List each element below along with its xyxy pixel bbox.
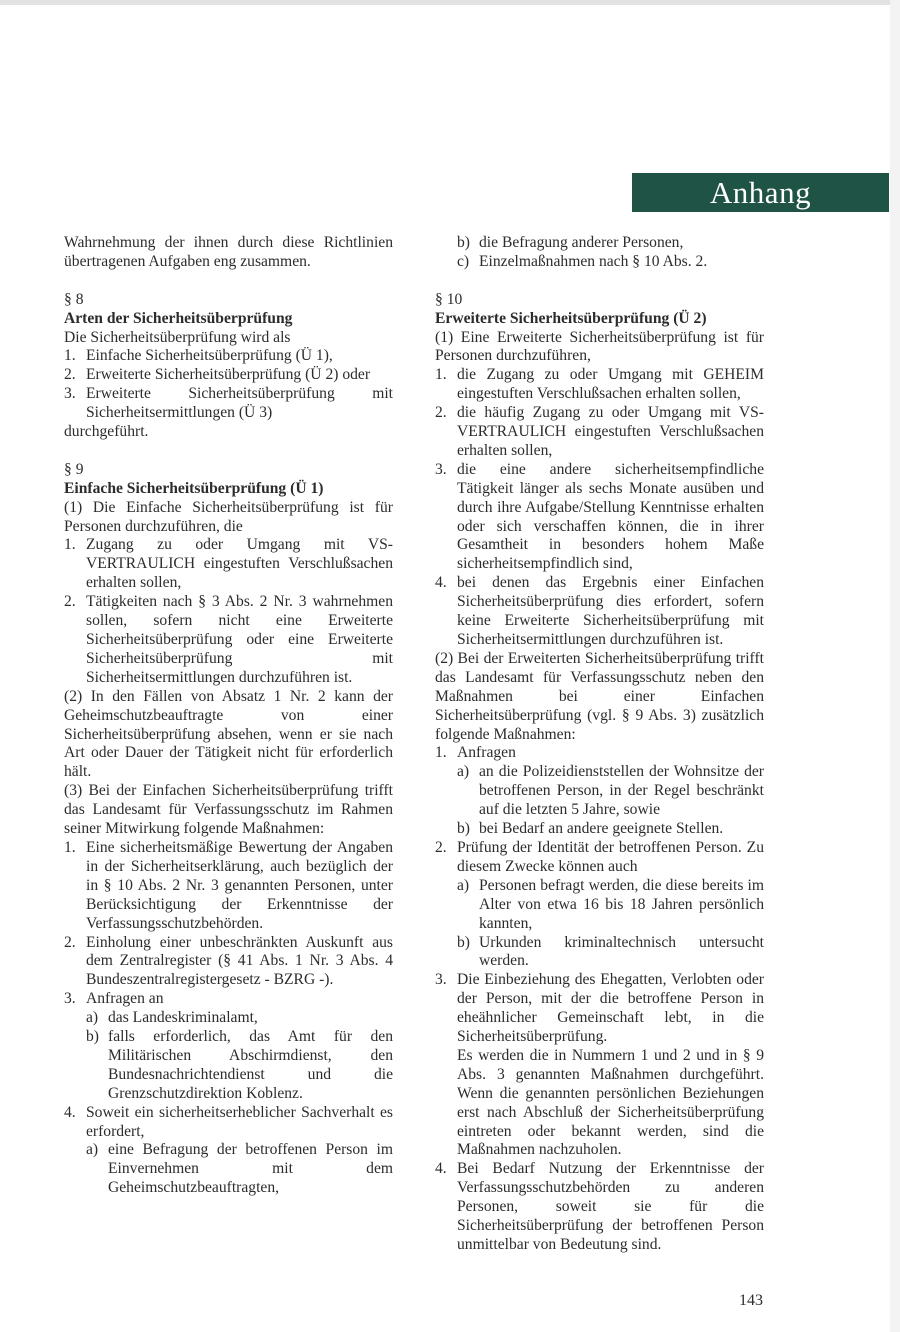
section-title: Einfache Sicherheitsüberprüfung (Ü 1) [64,479,324,497]
sub-list-item: a) eine Befragung der betroffenen Person im Einvernehmen mit dem Geheimschutzbeauftragten, [86,1141,393,1197]
list-item: 2. Erweiterte Sicherheitsüberprüfung (Ü 2) oder [64,366,371,384]
paragraph: durchgeführt. [64,423,149,441]
section-8 [64,291,393,442]
list-item: 1. die Zugang zu oder Umgang mit GEHEIM eingestuften Verschlußsachen erhalten sollen, [435,366,764,403]
section-number: § 10 [435,290,463,308]
list-item: 3. Anfragen an [64,990,164,1008]
list-item: 1. Zugang zu oder Umgang mit VS-VERTRAULICH eingestuften Verschlußsachen erhalten sollen, [64,536,393,592]
page-edge-top [0,0,900,5]
section-10 [435,291,764,1255]
paragraph: (1) Eine Erweiterte Sicherheitsüberprüfung ist für Personen durchzuführen, [435,328,764,365]
list-item: 2. Tätigkeiten nach § 3 Abs. 2 Nr. 3 wahrnehmen sollen, sofern nicht eine Erweiterte Sicherheitsüberprüfung oder eine Erweiterte Sicherheitsüberprüfung mit Sicherheitsermittlungen durchzuführen ist. [64,593,393,686]
paragraph: (2) Bei der Erweiterten Sicherheitsüberprüfung trifft das Landesamt für Verfassungsschutz neben den Maßnahmen bei einer Einfachen Sicherheitsüberprüfung (vgl. § 9 Abs. 3) zusätzlich folgende Maßnahmen: [435,649,764,743]
sub-list-item: a) Personen befragt werden, die diese bereits im Alter von etwa 16 bis 18 Jahren persönlich kannten, [457,876,764,932]
section-number: § 9 [64,460,84,478]
sub-list-item: c) Einzelmaßnahmen nach § 10 Abs. 2. [457,252,708,270]
left-column [64,234,393,1198]
paragraph: (2) In den Fällen von Absatz 1 Nr. 2 kann der Geheimschutzbeauftragte von einer Sicherheitsüberprüfung absehen, wenn er sie nach Art oder Dauer der Tätigkeit nicht für erforderlich hält. [64,687,393,781]
paragraph: (1) Die Einfache Sicherheitsüberprüfung ist für Personen durchzuführen, die [64,498,393,535]
list-item: 1. Eine sicherheitsmäßige Bewertung der Angaben in der Sicherheitserklärung, auch bezüglich der in § 10 Abs. 2 Nr. 3 genannten Personen, unter Berücksichtigung der Erkenntnisse der Verfassungsschutzbehörden. [64,838,393,932]
list-item: 2. Einholung einer unbeschränkten Auskunft aus dem Zentralregister (§ 41 Abs. 1 Nr. 3 Abs. 4 Bundeszentralregistergesetz - BZRG -). [64,933,393,989]
sub-list-item: a) an die Polizeidienststellen der Wohnsitze der betroffenen Person, in der Regel beschränkt auf die letzten 5 Jahre, sowie [457,763,764,819]
sub-list-item: b) bei Bedarf an andere geeignete Stellen. [457,820,724,838]
list-item: 3. die eine andere sicherheitsempfindliche Tätigkeit länger als sechs Monate ausüben und durch ihre Aufgabe/Stellung Kenntnisse erhalten oder sich verschaffen können, die in ihrer Gesamtheit in besonders hohem Maße sicherheitsempfindlich sind, [435,460,764,573]
list-item: 3. Die Einbeziehung des Ehegatten, Verlobten oder der Person, mit der die betroffene Person in eheähnlicher Gemeinschaft lebt, in die Sicherheitsüberprüfung. [435,971,764,1046]
paragraph: Die Sicherheitsüberprüfung wird als [64,328,291,346]
sub-list-item: b) falls erforderlich, das Amt für den Militärischen Abschirmdienst, den Bundesnachrichtendienst und die Grenzschutzdirektion Koblenz. [86,1028,393,1102]
list-item: 4. Bei Bedarf Nutzung der Erkenntnisse der Verfassungsschutzbehörden zu anderen Personen, soweit sie für die Sicherheitsüberprüfung der betroffenen Person unmittelbar von Bedeutung sind. [435,1160,764,1254]
page-edge-right [890,0,900,1332]
sub-list-item: a) das Landeskriminalamt, [86,1009,258,1027]
sub-list-item: b) Urkunden kriminaltechnisch untersucht werden. [457,933,764,970]
sub-list-item: b) die Befragung anderer Personen, [457,234,684,251]
section-header-anhang: Anhang [632,173,889,212]
paragraph: Es werden die in Nummern 1 und 2 und in § 9 Abs. 3 genannten Maßnahmen durchgeführt. Wenn die genannten persönlichen Beziehungen erst nach Abschluß der Sicherheitsüberprüfung eintreten oder bekannt werden, sind die Maßnahmen nachzuholen. [457,1046,764,1159]
list-item: 4. Soweit ein sicherheitserheblicher Sachverhalt es erfordert, [64,1103,393,1140]
list-item: 2. Prüfung der Identität der betroffenen Person. Zu diesem Zwecke können auch [435,838,764,875]
section-number: § 8 [64,290,84,308]
list-item: 3. Erweiterte Sicherheitsüberprüfung mit Sicherheitsermittlungen (Ü 3) [64,385,393,422]
right-column [435,234,764,1255]
section-9 [64,461,393,1198]
list-item: 1. Einfache Sicherheitsüberprüfung (Ü 1), [64,347,333,365]
page-number: 143 [739,1292,763,1309]
section-title: Arten der Sicherheitsüberprüfung [64,309,293,327]
paragraph: (3) Bei der Einfachen Sicherheitsüberprüfung trifft das Landesamt für Verfassungsschutz im Rahmen seiner Mitwirkung folgende Maßnahmen: [64,782,393,838]
list-item: 2. die häufig Zugang zu oder Umgang mit VS-VERTRAULICH eingestuften Verschlußsachen erhalten sollen, [435,404,764,459]
intro-paragraph: Wahrnehmung der ihnen durch diese Richtlinien übertragenen Aufgaben eng zusammen. [64,234,393,270]
list-item: 4. bei denen das Ergebnis einer Einfachen Sicherheitsüberprüfung dies erfordert, sofern keine Erweiterte Sicherheitsüberprüfung mit Sicherheitsermittlungen durchzuführen ist. [435,574,764,649]
list-item: 1. Anfragen [435,744,516,762]
section-title: Erweiterte Sicherheitsüberprüfung (Ü 2) [435,309,707,327]
